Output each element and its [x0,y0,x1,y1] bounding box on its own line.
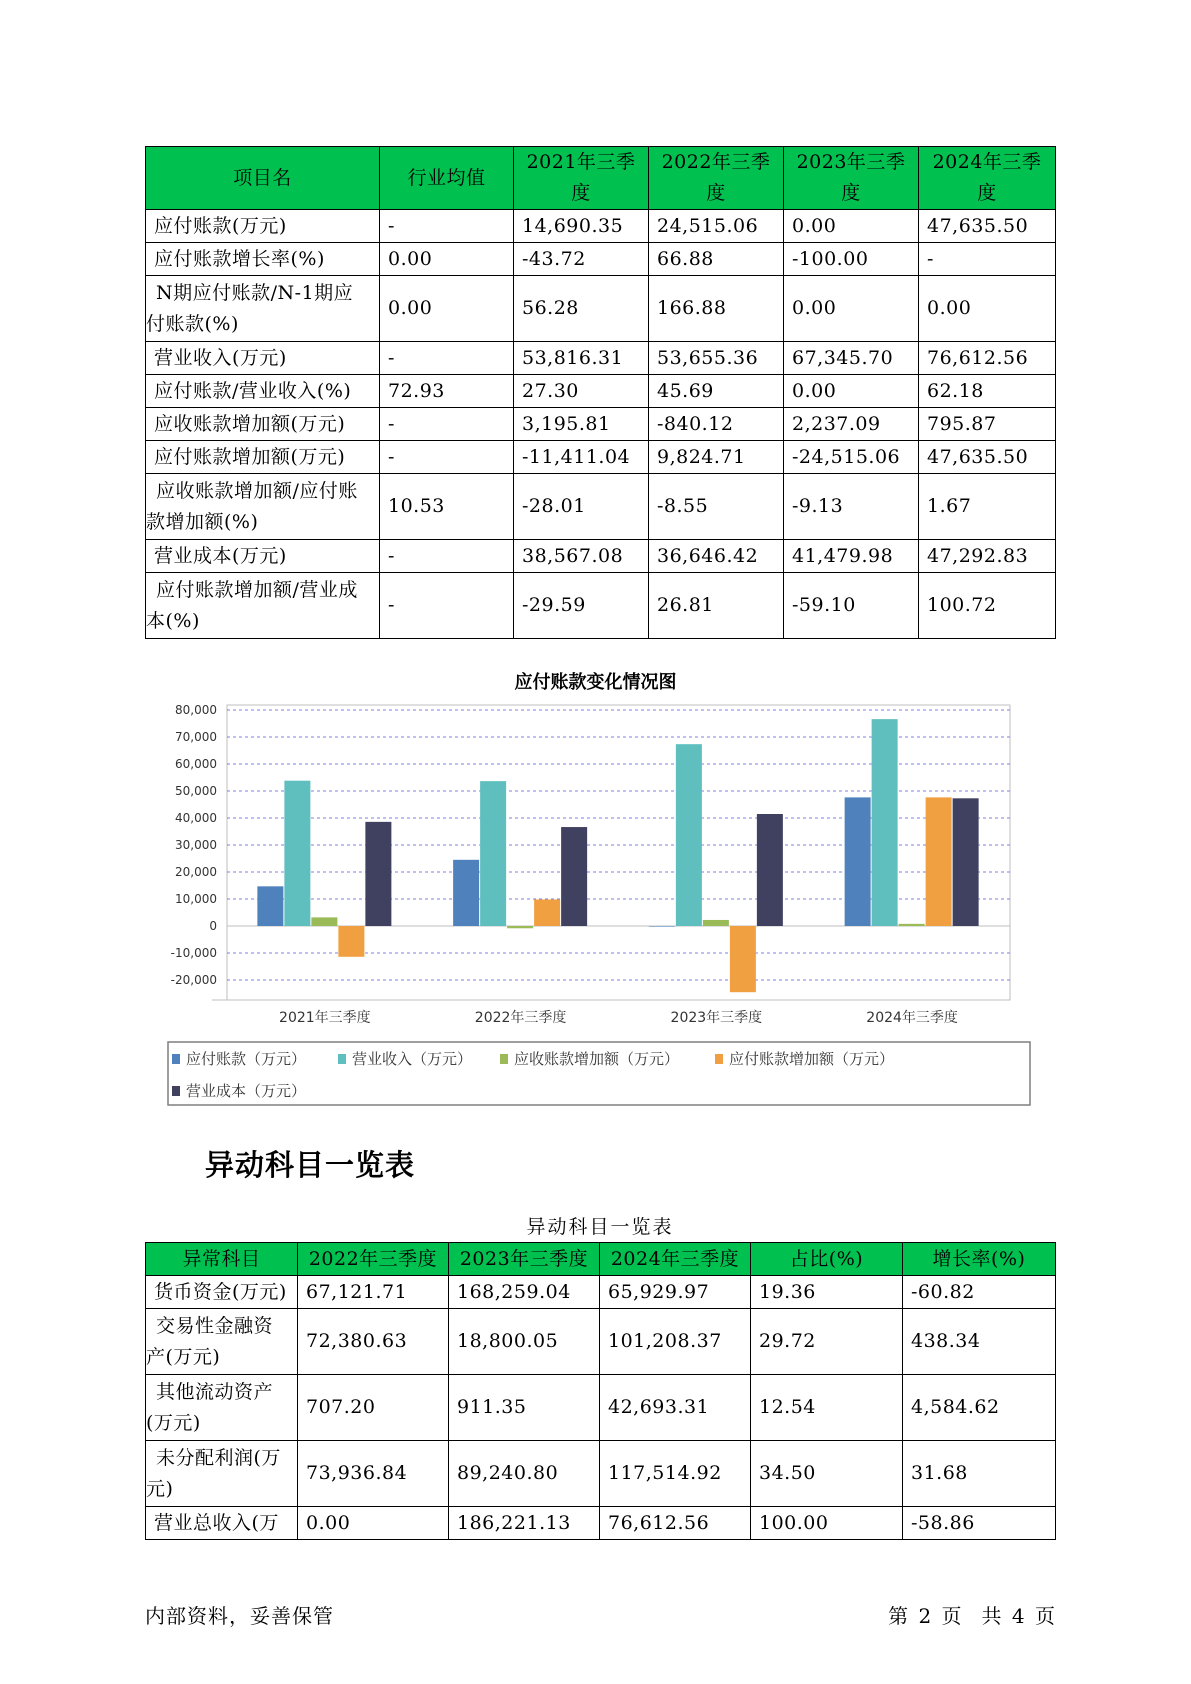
table-row [146,1276,1056,1309]
table-cell: 3,195.81 [514,408,649,441]
bar [845,797,871,926]
y-tick-label: 60,000 [175,757,217,771]
bar [338,926,364,957]
table-cell: 438.34 [903,1309,1056,1375]
table-row [146,342,1056,375]
table-cell: - [380,441,514,474]
legend-swatch [338,1054,346,1064]
metrics-table [145,146,1056,639]
table-row [146,1375,1056,1441]
table-cell: 2,237.09 [784,408,919,441]
table-cell: -59.10 [784,573,919,639]
bar-chart [160,700,1040,1110]
anomaly-table [145,1242,1056,1540]
bar [534,899,560,926]
row-label: 未分配利润(万元) [146,1441,298,1507]
y-tick-label: 50,000 [175,784,217,798]
legend-swatch [172,1086,180,1096]
y-tick-label: 10,000 [175,892,217,906]
table-header-row [146,1243,1056,1276]
bar [311,917,337,926]
table-cell: 26.81 [649,573,784,639]
table-cell: -100.00 [784,243,919,276]
table-cell: 0.00 [919,276,1056,342]
table-cell: 62.18 [919,375,1056,408]
footer-page-number: 第 2 页 共 4 页 [888,1604,1055,1628]
table-cell: 100.00 [751,1507,903,1540]
table-cell: 0.00 [380,276,514,342]
row-label: 货币资金(万元) [146,1276,298,1309]
row-label: 应付账款/营业收入(%) [146,375,380,408]
table-cell: 36,646.42 [649,540,784,573]
legend-swatch [715,1054,723,1064]
table-cell: 19.36 [751,1276,903,1309]
row-label: 应付账款增加额/营业成本(%) [146,573,380,639]
col-header-2021q3: 2021年三季度 [514,147,649,210]
col-header-share: 占比(%) [751,1243,903,1276]
table-cell: 45.69 [649,375,784,408]
chart-title: 应付账款变化情况图 [514,672,677,693]
legend-label: 营业成本（万元） [186,1082,307,1100]
table-cell: 67,345.70 [784,342,919,375]
col-header-item: 项目名 [146,147,380,210]
table-cell: 10.53 [380,474,514,540]
table-cell: 47,635.50 [919,441,1056,474]
col-header-2022q3: 2022年三季度 [649,147,784,210]
table-row [146,243,1056,276]
table-cell: -840.12 [649,408,784,441]
table-row [146,375,1056,408]
row-label: 营业成本(万元) [146,540,380,573]
table-row [146,441,1056,474]
col-header-2023q3: 2023年三季度 [449,1243,600,1276]
table-cell: - [380,342,514,375]
row-label: 营业总收入(万 [146,1507,298,1540]
table-cell: 53,655.36 [649,342,784,375]
row-label: 应付账款(万元) [146,210,380,243]
table-cell: -29.59 [514,573,649,639]
table-cell: 0.00 [784,276,919,342]
table-row [146,474,1056,540]
col-header-2024q3: 2024年三季度 [919,147,1056,210]
table-cell: 38,567.08 [514,540,649,573]
table-cell: -9.13 [784,474,919,540]
table-cell: 186,221.13 [449,1507,600,1540]
y-tick-label: -20,000 [170,973,217,987]
y-tick-label: 40,000 [175,811,217,825]
y-tick-label: 0 [209,919,217,933]
table-cell: 47,635.50 [919,210,1056,243]
table-cell: 76,612.56 [919,342,1056,375]
table-cell: 31.68 [903,1441,1056,1507]
bar [872,719,898,926]
table-row [146,1441,1056,1507]
table-caption: 异动科目一览表 [526,1216,674,1238]
bar [649,926,675,927]
table-row [146,276,1056,342]
table-cell: -43.72 [514,243,649,276]
bar [480,781,506,926]
row-label: 应付账款增加额(万元) [146,441,380,474]
col-header-2024q3: 2024年三季度 [600,1243,751,1276]
table-cell: 12.54 [751,1375,903,1441]
table-cell: -28.01 [514,474,649,540]
table-cell: 101,208.37 [600,1309,751,1375]
table-header-row [146,147,1056,210]
bar [257,886,283,926]
bar [953,798,979,926]
table-cell: - [380,573,514,639]
table-cell: - [380,540,514,573]
table-cell: 72.93 [380,375,514,408]
table-cell: 29.72 [751,1309,903,1375]
table-row [146,1309,1056,1375]
table-cell: -8.55 [649,474,784,540]
table-cell: 166.88 [649,276,784,342]
table-cell: 9,824.71 [649,441,784,474]
table-cell: 707.20 [298,1375,449,1441]
table-cell: 27.30 [514,375,649,408]
table-cell: -60.82 [903,1276,1056,1309]
y-tick-label: 70,000 [175,730,217,744]
bar [676,744,702,926]
legend-label: 应付账款增加额（万元） [729,1050,895,1068]
table-cell: 76,612.56 [600,1507,751,1540]
bar [365,822,391,926]
x-tick-label: 2021年三季度 [279,1010,371,1026]
table-cell: 117,514.92 [600,1441,751,1507]
bar [757,814,783,926]
footer-confidential-note: 内部资料，妥善保管 [145,1604,334,1628]
row-label: 营业收入(万元) [146,342,380,375]
table-cell: 18,800.05 [449,1309,600,1375]
table-cell: 72,380.63 [298,1309,449,1375]
table-cell: 168,259.04 [449,1276,600,1309]
legend-label: 应收账款增加额（万元） [514,1050,680,1068]
x-tick-label: 2024年三季度 [866,1010,958,1026]
col-header-anomaly-item: 异常科目 [146,1243,298,1276]
col-header-2022q3: 2022年三季度 [298,1243,449,1276]
table-row [146,573,1056,639]
table-row [146,540,1056,573]
table-cell: 24,515.06 [649,210,784,243]
x-tick-label: 2023年三季度 [670,1010,763,1026]
table-cell: 42,693.31 [600,1375,751,1441]
legend-label: 营业收入（万元） [352,1050,473,1068]
bar [703,920,729,926]
y-tick-label: 80,000 [175,703,217,717]
table-cell: - [380,408,514,441]
legend-swatch [172,1054,180,1064]
table-cell: 0.00 [298,1507,449,1540]
row-label: 交易性金融资产(万元) [146,1309,298,1375]
bar [453,860,479,926]
table-cell: 34.50 [751,1441,903,1507]
row-label: N期应付账款/N-1期应付账款(%) [146,276,380,342]
table-row [146,210,1056,243]
bar [730,926,756,992]
table-cell: 67,121.71 [298,1276,449,1309]
table-cell: 0.00 [380,243,514,276]
table-cell: 65,929.97 [600,1276,751,1309]
bar [284,781,310,926]
col-header-2023q3: 2023年三季度 [784,147,919,210]
table-cell: - [380,210,514,243]
legend-label: 应付账款（万元） [186,1050,307,1068]
table-cell: 47,292.83 [919,540,1056,573]
row-label: 应付账款增长率(%) [146,243,380,276]
table-cell: 4,584.62 [903,1375,1056,1441]
row-label: 应收账款增加额(万元) [146,408,380,441]
table-cell: 53,816.31 [514,342,649,375]
table-cell: 795.87 [919,408,1056,441]
table-row [146,1507,1056,1540]
section-heading: 异动科目一览表 [205,1148,416,1182]
table-cell: - [919,243,1056,276]
bar [899,924,925,926]
table-cell: -58.86 [903,1507,1056,1540]
table-cell: -24,515.06 [784,441,919,474]
table-cell: 66.88 [649,243,784,276]
table-cell: 14,690.35 [514,210,649,243]
table-cell: 0.00 [784,375,919,408]
table-cell: 1.67 [919,474,1056,540]
x-tick-label: 2022年三季度 [474,1010,567,1026]
bar [507,926,533,928]
table-cell: 0.00 [784,210,919,243]
y-tick-label: 20,000 [175,865,217,879]
table-cell: 41,479.98 [784,540,919,573]
bar [561,827,587,926]
y-tick-label: 30,000 [175,838,217,852]
col-header-growth: 增长率(%) [903,1243,1056,1276]
table-cell: 73,936.84 [298,1441,449,1507]
table-row [146,408,1056,441]
row-label: 应收账款增加额/应付账款增加额(%) [146,474,380,540]
table-cell: 56.28 [514,276,649,342]
row-label: 其他流动资产(万元) [146,1375,298,1441]
legend-swatch [500,1054,508,1064]
table-cell: -11,411.04 [514,441,649,474]
col-header-industry-avg: 行业均值 [380,147,514,210]
table-cell: 911.35 [449,1375,600,1441]
bar [926,797,952,926]
y-tick-label: -10,000 [170,946,217,960]
table-cell: 89,240.80 [449,1441,600,1507]
table-cell: 100.72 [919,573,1056,639]
